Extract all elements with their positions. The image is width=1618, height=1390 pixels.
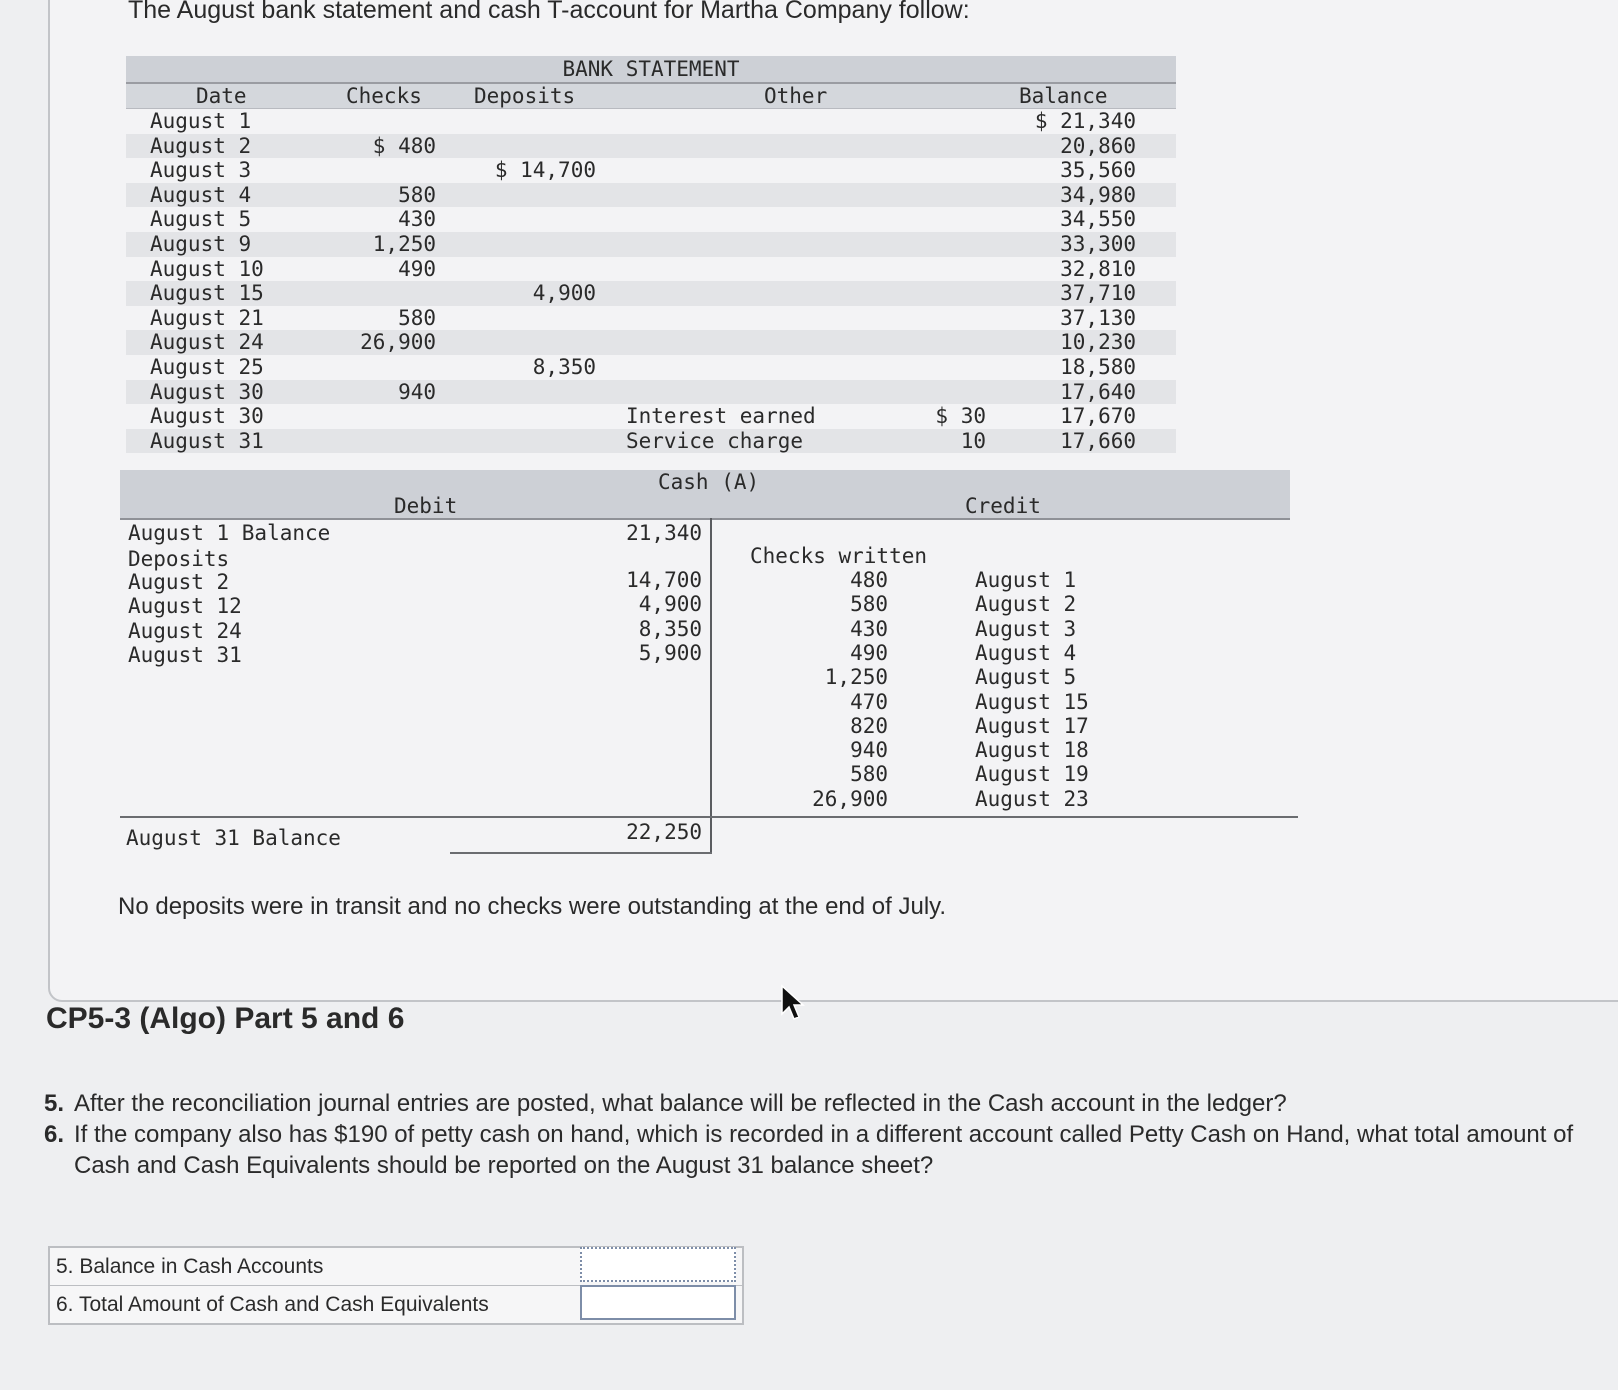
t-account-header — [120, 470, 1290, 520]
row-other-amount: $ 30 — [935, 404, 986, 429]
bank-statement-row — [126, 134, 1176, 159]
row-date: August 31 — [150, 428, 264, 453]
credit-entry-date: August 23 — [975, 786, 1089, 811]
credit-entry-date: August 1 — [975, 568, 1077, 592]
row-other-description: Service charge — [626, 428, 804, 453]
opening-balance-amount: 21,340 — [626, 521, 702, 545]
credit-entry-amount: 940 — [850, 738, 888, 763]
credit-entry-amount: 1,250 — [824, 665, 888, 690]
bank-statement-row — [126, 183, 1176, 208]
credit-entry-date: August 17 — [975, 713, 1089, 738]
cash-t-account — [120, 470, 1300, 860]
col-checks: Checks — [346, 84, 422, 108]
question-5-text: After the reconciliation journal entries are posted, what balance will be reflected in the Cash account in the ledger? — [74, 1090, 1287, 1117]
answer-row — [50, 1248, 742, 1286]
row-balance: 37,710 — [1060, 281, 1136, 306]
debit-entry-amount: 4,900 — [638, 592, 702, 617]
balance-in-cash-input[interactable] — [580, 1247, 736, 1282]
mouse-cursor-icon — [780, 984, 806, 1022]
bank-statement-rows — [126, 109, 1176, 453]
row-checks: 580 — [398, 182, 436, 207]
col-other: Other — [764, 84, 828, 108]
row-balance: 17,660 — [1060, 428, 1136, 453]
credit-label: Credit — [965, 494, 1041, 518]
credit-entry-amount: 580 — [850, 592, 888, 617]
row-balance: 20,860 — [1060, 133, 1136, 158]
row-checks: 580 — [398, 305, 436, 330]
debit-entry-amount: 8,350 — [638, 616, 702, 641]
bank-statement-row — [126, 330, 1176, 355]
row-balance: $ 21,340 — [1034, 109, 1136, 133]
total-cash-equivalents-input[interactable] — [580, 1285, 736, 1320]
debit-entry-date: August 12 — [128, 594, 242, 619]
debit-label: Debit — [394, 494, 458, 518]
row-date: August 3 — [150, 158, 252, 183]
row-balance: 33,300 — [1060, 231, 1136, 256]
bank-statement-title: BANK STATEMENT — [126, 56, 1176, 84]
answer-label: 5. Balance in Cash Accounts — [56, 1255, 324, 1278]
credit-entry-date: August 2 — [975, 592, 1077, 617]
credit-entry-amount: 580 — [850, 762, 888, 787]
row-date: August 5 — [150, 207, 252, 232]
row-checks: 430 — [398, 207, 436, 232]
t-account-divider — [710, 518, 712, 852]
debit-entry-amount: 5,900 — [638, 640, 702, 665]
row-balance: 10,230 — [1060, 330, 1136, 355]
credit-entry-amount: 470 — [850, 689, 888, 714]
deposits-label: Deposits — [128, 547, 230, 571]
t-account-total-rule — [120, 816, 1298, 818]
question-5-number: 5. — [44, 1090, 65, 1117]
credit-entry-amount: 480 — [850, 568, 888, 592]
row-other-amount: 10 — [960, 428, 986, 453]
answer-table — [48, 1246, 744, 1325]
row-balance: 32,810 — [1060, 256, 1136, 281]
bank-statement — [126, 56, 1176, 453]
row-deposits: 8,350 — [532, 354, 596, 379]
row-date: August 4 — [150, 182, 252, 207]
row-date: August 30 — [150, 404, 264, 429]
intro-text: The August bank statement and cash T-account for Martha Company follow: — [128, 0, 970, 24]
credit-entry-date: August 19 — [975, 762, 1089, 787]
bank-statement-row — [126, 257, 1176, 282]
row-checks: 1,250 — [372, 231, 436, 256]
bank-statement-row — [126, 232, 1176, 257]
bank-statement-row — [126, 404, 1176, 429]
bank-statement-row — [126, 207, 1176, 232]
row-deposits: 4,900 — [532, 281, 596, 306]
checks-written-label: Checks written — [750, 544, 928, 568]
question-6-number: 6. — [44, 1121, 65, 1148]
row-date: August 10 — [150, 256, 264, 281]
row-checks: $ 480 — [372, 133, 436, 158]
row-date: August 25 — [150, 354, 264, 379]
bank-statement-row — [126, 429, 1176, 454]
credit-entry-amount: 26,900 — [812, 786, 888, 811]
row-date: August 21 — [150, 305, 264, 330]
row-balance: 34,980 — [1060, 182, 1136, 207]
bank-statement-row — [126, 109, 1176, 134]
debit-entry-date: August 31 — [128, 642, 242, 667]
t-account-balance-rule — [450, 852, 712, 854]
row-date: August 2 — [150, 133, 252, 158]
credit-entry-date: August 18 — [975, 738, 1089, 763]
credit-entry-date: August 4 — [975, 640, 1077, 665]
credit-entry-amount: 820 — [850, 713, 888, 738]
row-date: August 9 — [150, 231, 252, 256]
credit-entry-date: August 3 — [975, 616, 1077, 641]
debit-entry-date: August 2 — [128, 570, 230, 594]
credit-entry-date: August 5 — [975, 665, 1077, 690]
part-title: CP5-3 (Algo) Part 5 and 6 — [46, 1002, 405, 1035]
row-balance: 35,560 — [1060, 158, 1136, 183]
answer-label: 6. Total Amount of Cash and Cash Equivalents — [56, 1293, 489, 1316]
bank-statement-row — [126, 158, 1176, 183]
row-balance: 17,670 — [1060, 404, 1136, 429]
note-text: No deposits were in transit and no checks were outstanding at the end of July. — [118, 893, 947, 920]
question-6 — [44, 1119, 1584, 1181]
col-deposits: Deposits — [474, 84, 576, 108]
answer-row — [50, 1286, 742, 1323]
row-date: August 15 — [150, 281, 264, 306]
row-other-description: Interest earned — [626, 404, 816, 429]
closing-balance-amount: 22,250 — [626, 820, 702, 844]
bank-statement-row — [126, 380, 1176, 405]
question-5 — [44, 1088, 1584, 1119]
row-checks: 26,900 — [360, 330, 436, 355]
row-deposits: $ 14,700 — [494, 158, 596, 183]
row-balance: 34,550 — [1060, 207, 1136, 232]
row-balance: 37,130 — [1060, 305, 1136, 330]
credit-entry-amount: 490 — [850, 640, 888, 665]
credit-entry-amount: 430 — [850, 616, 888, 641]
closing-balance-label: August 31 Balance — [126, 826, 341, 850]
bank-statement-header — [126, 84, 1176, 109]
row-date: August 30 — [150, 379, 264, 404]
col-date: Date — [196, 84, 247, 108]
row-checks: 940 — [398, 379, 436, 404]
bank-statement-row — [126, 281, 1176, 306]
row-date: August 1 — [150, 109, 252, 133]
t-account-title: Cash (A) — [658, 470, 760, 494]
debit-entry-date: August 24 — [128, 618, 242, 643]
credit-entry-date: August 15 — [975, 689, 1089, 714]
debit-entry-amount: 14,700 — [626, 568, 702, 592]
row-checks: 490 — [398, 256, 436, 281]
col-balance: Balance — [1019, 84, 1108, 108]
row-balance: 18,580 — [1060, 354, 1136, 379]
question-6-text: If the company also has $190 of petty cash on hand, which is recorded in a different account called Petty Cash on Hand, what total amount of Cash and Cash Equivalents should be reported on the August 31 balance sheet? — [74, 1121, 1574, 1179]
row-date: August 24 — [150, 330, 264, 355]
opening-balance-label: August 1 Balance — [128, 521, 331, 545]
bank-statement-row — [126, 306, 1176, 331]
row-balance: 17,640 — [1060, 379, 1136, 404]
bank-statement-row — [126, 355, 1176, 380]
